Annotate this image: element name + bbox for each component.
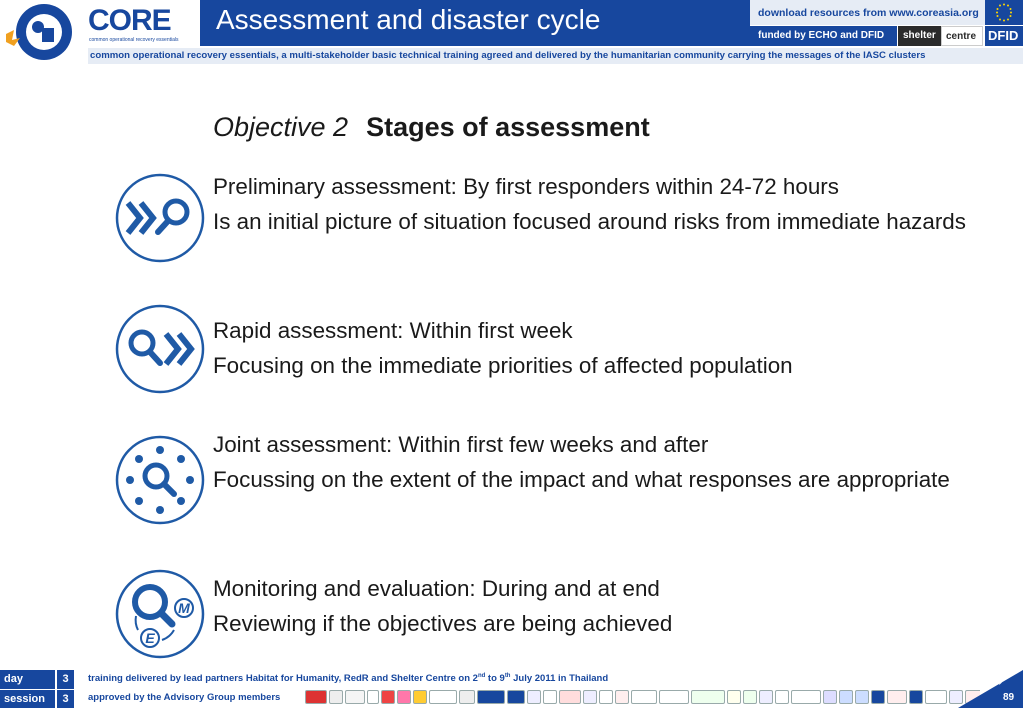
partner-logo — [527, 690, 541, 704]
stage-detail: Reviewing if the objectives are being achieved — [213, 611, 673, 636]
stage-heading: Rapid assessment: Within first week — [213, 318, 573, 343]
stage-joint — [213, 430, 1013, 500]
partner-logo — [397, 690, 411, 704]
partner-logo — [459, 690, 475, 704]
evaluation-badge: E — [145, 630, 155, 646]
session-label: session — [0, 689, 55, 708]
magnifier-chevrons-icon — [114, 303, 206, 395]
magnifier-dots-icon — [114, 434, 206, 526]
slide-header — [0, 0, 1023, 64]
partner-logo — [543, 690, 557, 704]
partner-logo — [477, 690, 505, 704]
stage-detail: Focusing on the immediate priorities of affected population — [213, 353, 793, 378]
credit-text-a: training delivered by lead partners Habitat for Humanity, RedR and Shelter Centre on 2 — [88, 673, 478, 685]
partner-logo — [759, 690, 773, 704]
eu-flag-icon — [985, 0, 1023, 25]
core-logo-subtitle: common operational recovery essentials — [89, 37, 179, 43]
credit-sup-b: th — [504, 673, 511, 679]
partner-logo — [367, 690, 379, 704]
objective-title: Stages of assessment — [366, 112, 650, 142]
partner-logo — [871, 690, 885, 704]
partner-logos-strip — [305, 690, 980, 706]
header-tagline: common operational recovery essentials, a multi-stakeholder basic technical training agreed and delivered by the humanitarian community carrying the messages of the IASC clusters — [88, 48, 1023, 64]
partner-logo — [839, 690, 853, 704]
objective-label: Objective 2 — [213, 112, 349, 142]
slide-footer — [0, 670, 1023, 708]
credit-text-c: July 2011 in Thailand — [510, 673, 609, 685]
partner-logo — [599, 690, 613, 704]
stage-heading: Preliminary assessment: By first responders within 24-72 hours — [213, 174, 839, 199]
partner-logo — [559, 690, 581, 704]
stage-preliminary — [213, 172, 1013, 242]
partner-logo — [413, 690, 427, 704]
slide-title: Assessment and disaster cycle — [216, 4, 601, 35]
monitoring-badge: M — [178, 600, 190, 616]
credit-sup-a: nd — [477, 673, 486, 679]
partner-logo — [345, 690, 365, 704]
stage-monitoring — [213, 574, 1013, 644]
core-logo-text: CORE — [88, 4, 171, 37]
partner-logo — [727, 690, 741, 704]
shelter-centre-logo-left: shelter — [898, 26, 941, 46]
stage-rapid — [213, 316, 1013, 386]
shelter-centre-logo-right: centre — [941, 26, 983, 46]
stage-detail: Is an initial picture of situation focused around risks from immediate hazards — [213, 209, 966, 234]
stage-detail: Focussing on the extent of the impact and what responses are appropriate — [213, 467, 950, 492]
partner-logo — [381, 690, 395, 704]
partner-logo — [925, 690, 947, 704]
partner-logo — [855, 690, 869, 704]
partner-logo — [615, 690, 629, 704]
partner-logo — [823, 690, 837, 704]
page-symbol: ‹#› — [990, 677, 1003, 688]
dfid-logo: DFID — [985, 26, 1023, 46]
partner-logo — [507, 690, 525, 704]
objective-heading — [213, 112, 650, 143]
day-label: day — [0, 670, 55, 689]
partner-logo — [329, 690, 343, 704]
stage-heading: Monitoring and evaluation: During and at end — [213, 576, 660, 601]
monitoring-evaluation-icon — [114, 568, 206, 660]
page-number: 89 — [1003, 692, 1015, 703]
funding-label: funded by ECHO and DFID — [750, 26, 897, 46]
partner-logo — [775, 690, 789, 704]
partner-logo — [659, 690, 689, 704]
core-emblem-icon — [2, 2, 82, 62]
chevrons-magnifier-icon — [114, 172, 206, 264]
download-link[interactable]: download resources from www.coreasia.org — [750, 0, 985, 25]
partner-logo — [305, 690, 327, 704]
partner-logo — [631, 690, 657, 704]
credit-text-b: to 9 — [485, 673, 505, 685]
partner-logo — [743, 690, 757, 704]
stage-heading: Joint assessment: Within first few weeks and after — [213, 432, 709, 457]
partner-logo — [583, 690, 597, 704]
session-value: 3 — [56, 689, 74, 708]
partner-logo — [691, 690, 725, 704]
advisory-credit: approved by the Advisory Group members — [88, 692, 281, 703]
day-value: 3 — [56, 670, 74, 689]
partner-logo — [887, 690, 907, 704]
training-credit — [88, 673, 608, 684]
partner-logo — [429, 690, 457, 704]
partner-logo — [791, 690, 821, 704]
partner-logo — [909, 690, 923, 704]
